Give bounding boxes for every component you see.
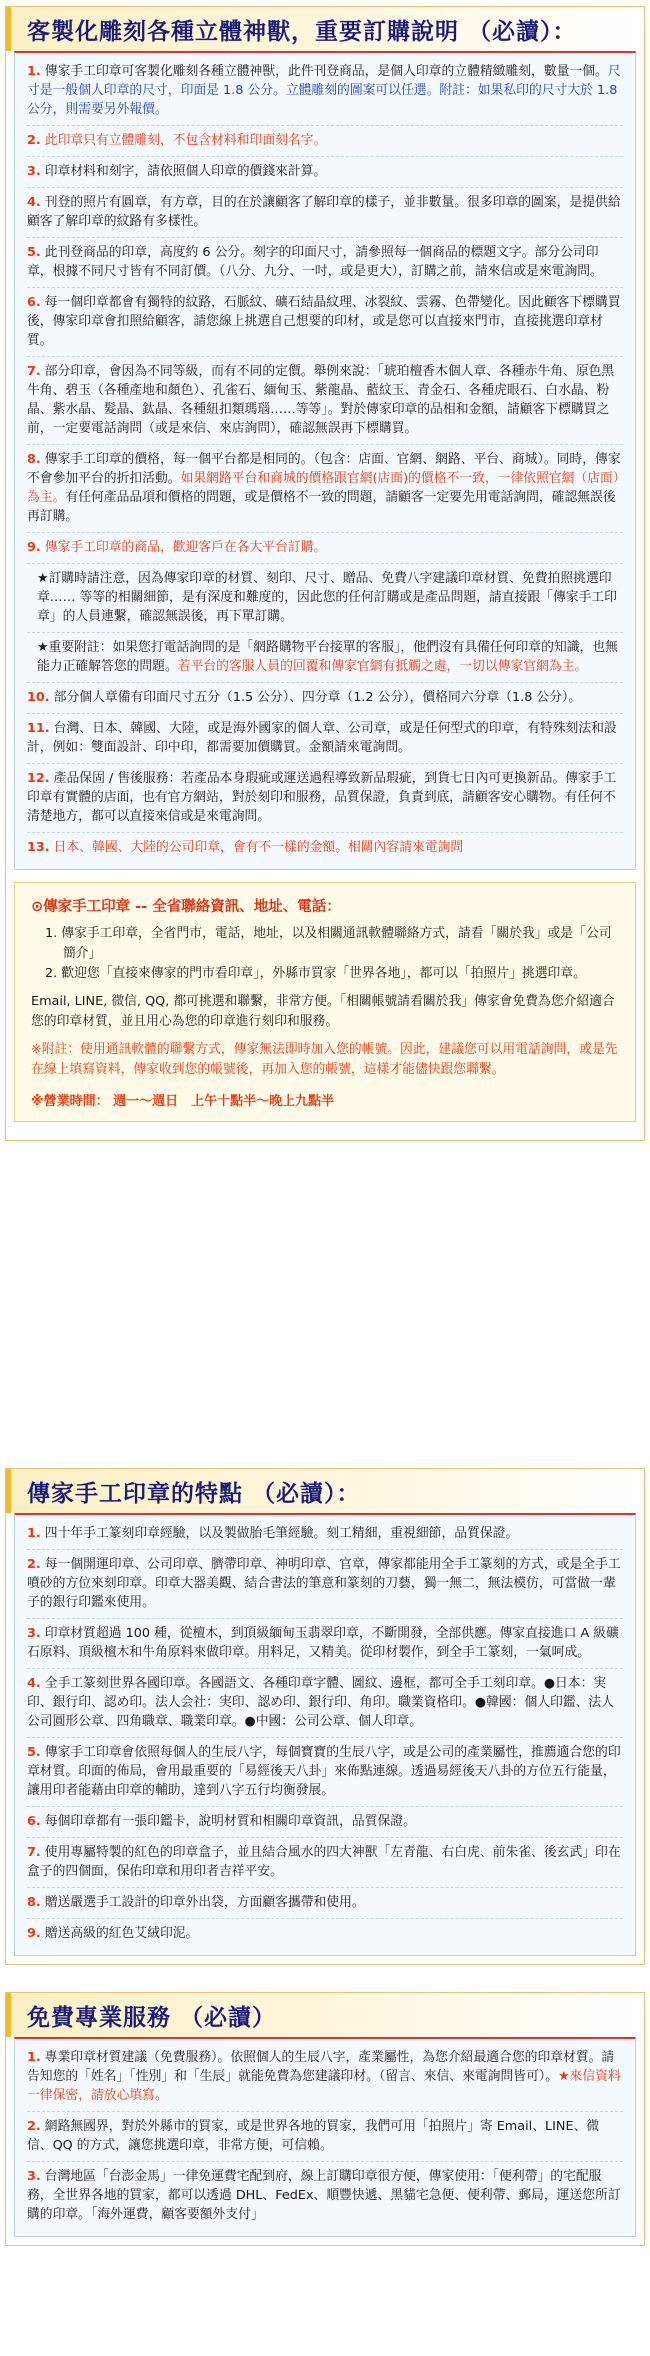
- list-item: 1. 傳家手工印章，全省門市，電話，地址，以及相關通訊軟體聯絡方式，請看「關於我」或是「公司簡介」: [45, 926, 612, 961]
- section-header: [6, 7, 644, 51]
- section-title: 傳家手工印章的特點 （必讀）：: [27, 1479, 361, 1507]
- list-item: 11. 台灣、日本、韓國、大陸，或是海外國家的個人章、公司章，或是任何型式的印章，有特殊刻法和設計，例如：雙面設計、印中印，都需要加價購買。金額請來電詢問。: [27, 714, 623, 764]
- list-item: 4. 全手工篆刻世界各國印章。各國語文、各種印章字體、圖紋、邊框，都可全手工刻印章。●日本：実印、銀行印、認め印。法人会社：実印、認め印、銀行印、角印。職業資格印。●韓國：個人印鑑、法人公司圓形公章、四角職章、職業印章。●中國：公司公章、個人印章。: [27, 1669, 623, 1738]
- list-item: 7. 使用專屬特製的紅色的印章盒子，並且結合風水的四大神獸「左青龍、右白虎、前朱雀、後玄武」印在盒子的四個面，保佑印章和用印者吉祥平安。: [27, 1838, 623, 1888]
- contact-title: ⊙傳家手工印章 -- 全省聯絡資訊、地址、電話：: [31, 899, 341, 915]
- notice-item: ★訂購時請注意，因為傳家印章的材質、刻印、尺寸、贈品、免費八字建議印章材質、免費拍照挑選印章…… 等等的相關細節，是有深度和難度的，因此您的任何訂購或是產品問題，請直接跟「傳家手工印章」的人員連繫，確認無誤後，再下單訂購。: [27, 564, 623, 633]
- free-services-section: [5, 1992, 645, 2246]
- order-notes-section: [5, 6, 645, 1141]
- list-item: 8. 傳家手工印章的價格，每一個平台都是相同的。（包含：店面、官網、網路、平台、商城）。同時，傳家不會參加平台的折扣活動。如果網路平台和商城的價格跟官網(店面)的價格不一致，一律依照官網（店面）為主。有任何產品品項和價格的問題，或是價格不一致的問題，請顧客一定要先用電話詢問，確認無誤後再訂購。: [27, 445, 623, 533]
- list-item: 2. 網路無國界，對於外縣市的買家，或是世界各地的買家，我們可用「拍照片」寄 Email、LINE、微信、QQ 的方式，讓您挑選印章，非常方便，可信賴。: [27, 2112, 623, 2162]
- list-item: 3. 印章材料和刻字，請依照個人印章的價錢來計算。: [27, 157, 623, 188]
- list-item: 2. 此印章只有立體雕刻，不包含材料和印面刻名字。: [27, 126, 623, 157]
- list-item: 1. 專業印章材質建議（免費服務）。依照個人的生辰八字，產業屬性，為您介紹最適合您的印章材質。請告知您的「姓名」「性別」和「生辰」就能免費為您建議印材。（留言、來信、來電詢問皆可）。★來信資料一律保密，請放心填寫。: [27, 2043, 623, 2112]
- section-title: 免費專業服務 （必讀）: [27, 2003, 277, 2031]
- list-item: 5. 傳家手工印章會依照每個人的生辰八字，每個寶寶的生辰八字，或是公司的產業屬性，推薦適合您的印章材質。印面的佈局，會用最重要的「易經後天八卦」來佈點連線。透過易經後天八卦的方位五行能量，讓用印者能藉由印章的輔助，達到八字五行均衡發展。: [27, 1738, 623, 1807]
- business-hours: ※營業時間： 週一～週日 上午十點半～晚上九點半: [31, 1094, 335, 1109]
- section-body: [14, 51, 636, 870]
- contact-note: ※附註：使用通訊軟體的聯繫方式，傳家無法即時加入您的帳號。因此，建議您可以用電話詢問，或是先在線上填寫資料，傳家收到您的帳號後，再加入您的帳號，這樣才能儘快跟您聯繫。: [31, 1042, 618, 1077]
- list-item: 3. 台灣地區「台澎金馬」一律免運費宅配到府，線上訂購印章很方便，傳家使用：「便利帶」的宅配服務，全世界各地的買家，都可以透過 DHL、FedEx、順豐快遞、黑貓宅急便、便利帶、郵局，運送您所訂購的印章。「海外運費，顧客要額外支付」: [27, 2169, 621, 2222]
- features-section: [5, 1468, 645, 1965]
- list-item: 10. 部分個人章備有印面尺寸五分（1.5 公分）、四分章（1.2 公分），價格同六分章（1.8 公分）。: [27, 683, 623, 714]
- section-body: [14, 1513, 636, 1956]
- section-body: [14, 2037, 636, 2237]
- list-item: 2. 每一個開運印章、公司印章、臍帶印章、神明印章、官章，傳家都能用全手工篆刻的方式，或是全手工噴砂的方位來刻印章。印章大器美觀、結合書法的筆意和篆刻的刀藝，獨一無二，無法模仿，可當做一輩子的銀行印鑑來使用。: [27, 1550, 623, 1619]
- section-title: 客製化雕刻各種立體神獸，重要訂購說明 （必讀）：: [27, 17, 577, 45]
- list-item: 1. 傳家手工印章可客製化雕刻各種立體神獸，此件刊登商品，是個人印章的立體精緻雕刻，數量一個。尺寸是一般個人印章的尺寸，印面是 1.8 公分。立體雕刻的圖案可以任選。附註：如果私印的尺寸大於 1.8 公分，則需要另外報價。: [27, 57, 623, 126]
- contact-list: [31, 924, 619, 984]
- list-item: 13. 日本、韓國、大陸的公司印章，會有不一樣的金額。相關內容請來電詢問: [27, 840, 464, 855]
- list-item: 1. 四十年手工篆刻印章經驗，以及製做胎毛筆經驗。刻工精細，重視細節，品質保證。: [27, 1519, 623, 1550]
- notice-item: ★重要附註：如果您打電話詢問的是「網路購物平台接單的客服」，他們沒有具備任何印章的知識，也無能力正確解答您的問題。若平台的客服人員的回覆和傳家官網有抵觸之處，一切以傳家官網為主。: [27, 633, 623, 683]
- section-header: [6, 1993, 644, 2037]
- contact-box: [14, 882, 636, 1122]
- list-item: 4. 刊登的照片有圓章，有方章，目的在於讓顧客了解印章的樣子，並非數量。很多印章的圖案，是提供給顧客了解印章的紋路有多樣性。: [27, 188, 623, 238]
- list-item: 8. 贈送嚴選手工設計的印章外出袋，方面顧客攜帶和使用。: [27, 1888, 623, 1919]
- list-item: 6. 每個印章都有一張印鑑卡，說明材質和相關印章資訊，品質保證。: [27, 1807, 623, 1838]
- list-item: 12. 產品保固 / 售後服務：若產品本身瑕疵或運送過程導致新品瑕疵，到貨七日內可更換新品。傳家手工印章有實體的店面，也有官方網站，對於刻印和服務，品質保證，負責到底，請顧客安心購物。有任何不清楚地方，都可以直接來信或是來電詢問。: [27, 764, 623, 833]
- list-item: 6. 每一個印章都會有獨特的紋路，石脈紋、礦石結晶紋理、冰裂紋、雲霧、色帶變化。因此顧客下標購買後，傳家印章會扣照給顧客，請您線上挑選自己想要的印材，或是您可以直接來門市，直接挑選印章材質。: [27, 288, 623, 357]
- section-header: [6, 1469, 644, 1513]
- contact-paragraph: Email, LINE, 微信, QQ, 都可挑選和聯繫，非常方便。「相關帳號請看關於我」傳家會免費為您介紹適合您的印章材質，並且用心為您的印章進行刻印和服務。: [31, 994, 615, 1029]
- list-item: 9. 贈送高級的紅色艾絨印泥。: [27, 1926, 199, 1941]
- list-item: 2. 歡迎您「直接來傳家的門市看印章」，外縣市買家「世界各地」，都可以「拍照片」挑選印章。: [45, 966, 586, 981]
- list-item: 7. 部分印章，會因為不同等級，而有不同的定價。舉例來說：「琥珀檀香木個人章、各種赤牛角、原色黑牛角、碧玉（各種產地和顏色）、孔雀石、緬甸玉、紫龍晶、藍紋玉、青金石、各種虎眼石、白水晶、粉晶、紫水晶、髮晶、鈦晶、各種紐扣類瑪瑙……等等」。對於傳家印章的品相和金額，請顧客下標購買之前，一定要電話詢問（或是來信、來店詢問），確認無誤再下標購買。: [27, 357, 623, 445]
- list-item: 5. 此刊登商品的印章，高度約 6 公分。刻字的印面尺寸，請參照每一個商品的標題文字。部分公司印章，根據不同尺寸皆有不同訂價。（八分、九分、一吋，或是更大），訂購之前，請來信或是來電詢問。: [27, 238, 623, 288]
- list-item: 9. 傳家手工印章的商品，歡迎客戶在各大平台訂購。: [27, 533, 623, 564]
- list-item: 3. 印章材質超過 100 種，從檀木，到頂級緬甸玉翡翠印章，不斷開發，全部供應。傳家直接進口 A 級礦石原料、頂級檀木和牛角原料來做印章。用料足，又精美。從印材製作，到全手工篆刻，一氣呵成。: [27, 1619, 623, 1669]
